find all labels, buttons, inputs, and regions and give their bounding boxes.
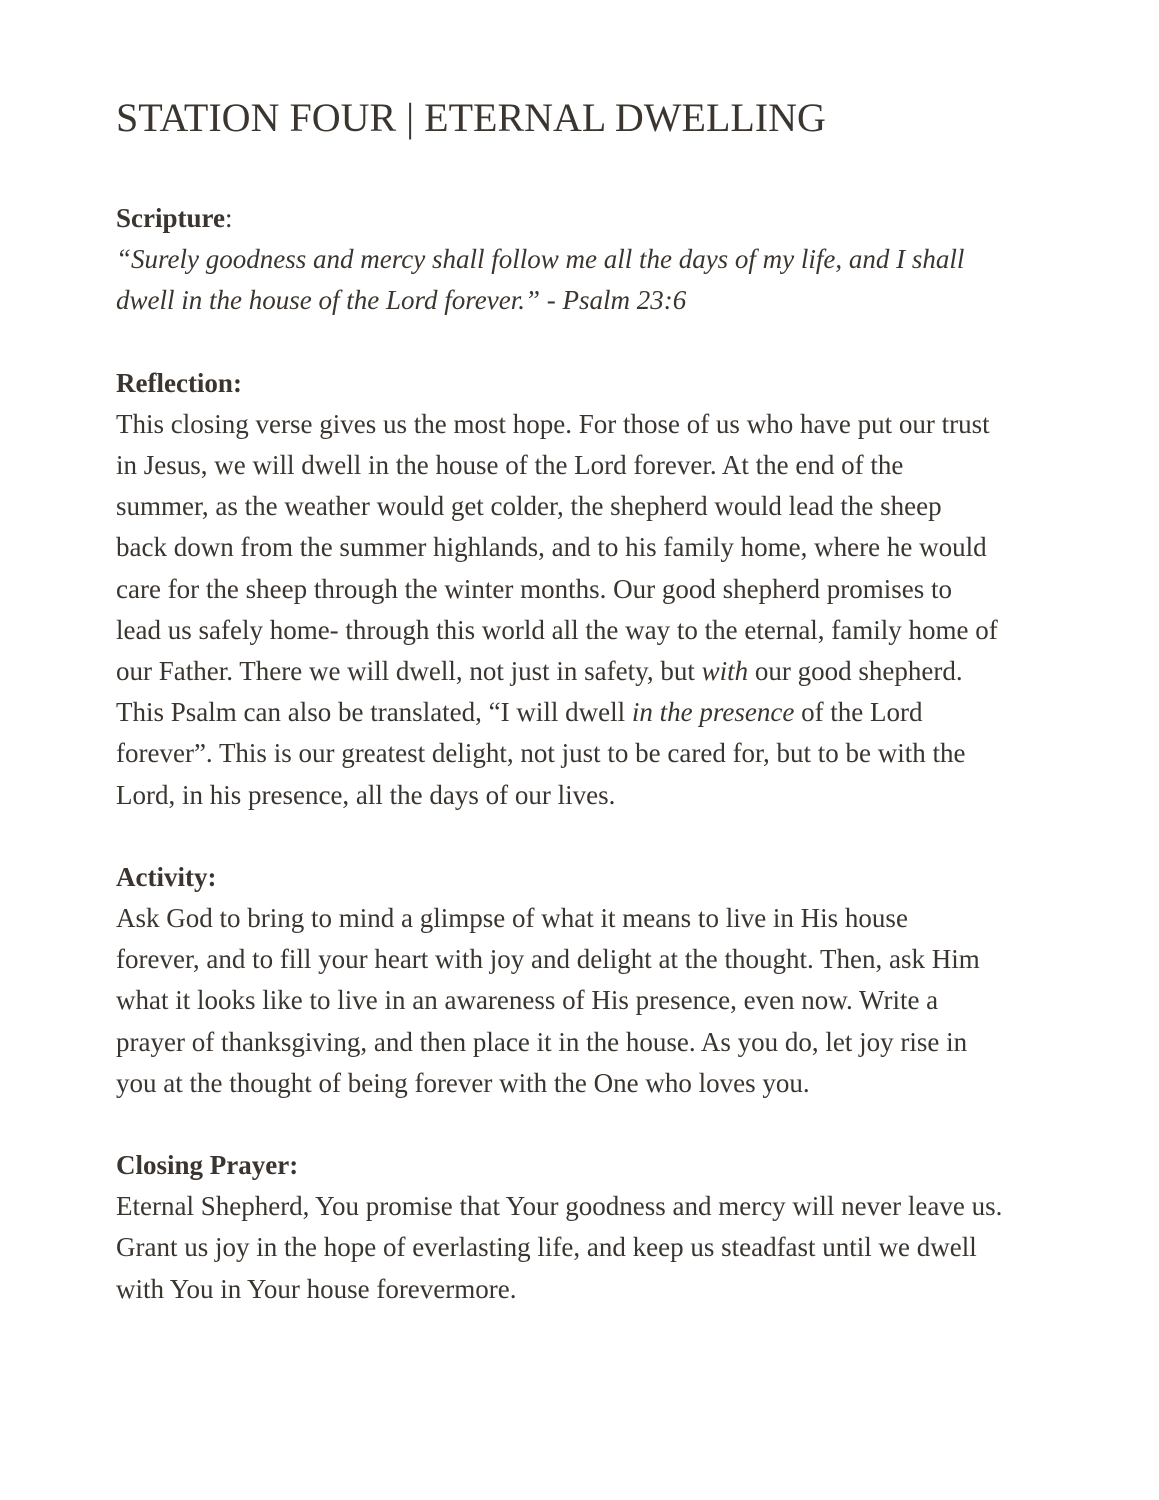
activity-section [116, 857, 1056, 1104]
reflection-line-part: This Psalm can also be translated, “I will dwell [116, 697, 632, 728]
reflection-line: This closing verse gives us the most hope. For those of us who have put our trust [116, 408, 990, 439]
reflection-line: back down from the summer highlands, and to his family home, where he would [116, 532, 987, 563]
activity-line: prayer of thanksgiving, and then place it in the house. As you do, let joy rise in [116, 1026, 968, 1057]
reflection-line-part: our Father. There we will dwell, not just in safety, but [116, 656, 702, 687]
scripture-quote-line: “Surely goodness and mercy shall follow me all the days of my life, and I shall [116, 244, 965, 275]
scripture-label [116, 198, 1056, 239]
reflection-text [116, 404, 1056, 816]
closing-prayer-text [116, 1186, 1056, 1310]
activity-line: forever, and to fill your heart with joy and delight at the thought. Then, ask Him [116, 944, 980, 975]
activity-text [116, 898, 1056, 1104]
reflection-line [116, 651, 1056, 692]
reflection-line [116, 692, 1056, 733]
activity-line: Ask God to bring to mind a glimpse of what it means to live in His house [116, 903, 908, 934]
reflection-line: summer, as the weather would get colder, the shepherd would lead the sheep [116, 491, 942, 522]
closing-prayer-line: Eternal Shepherd, You promise that Your goodness and mercy will never leave us. [116, 1191, 1003, 1222]
activity-line: what it looks like to live in an awareness of His presence, even now. Write a [116, 985, 939, 1016]
closing-prayer-label: Closing Prayer: [116, 1150, 299, 1181]
closing-prayer-section [116, 1145, 1056, 1310]
scripture-section [116, 198, 1056, 322]
closing-prayer-line: with You in Your house forevermore. [116, 1273, 517, 1304]
reflection-section [116, 363, 1056, 816]
activity-label: Activity: [116, 861, 217, 892]
reflection-label: Reflection: [116, 367, 242, 398]
scripture-quote [116, 239, 1056, 321]
reflection-emphasis-presence: in the presence [631, 697, 795, 728]
reflection-line: care for the sheep through the winter months. Our good shepherd promises to [116, 573, 953, 604]
activity-line: you at the thought of being forever with the One who loves you. [116, 1067, 810, 1098]
reflection-line-part: of the Lord [794, 697, 923, 728]
scripture-label-text: Scripture [116, 203, 225, 233]
reflection-line: Lord, in his presence, all the days of our lives. [116, 779, 616, 810]
document-page [116, 92, 1056, 1310]
scripture-quote-line: dwell in the house of the Lord forever.” - Psalm 23:6 [116, 285, 687, 316]
reflection-line: lead us safely home- through this world all the way to the eternal, family home of [116, 614, 998, 645]
reflection-emphasis-with: with [701, 656, 749, 687]
reflection-line: in Jesus, we will dwell in the house of the Lord forever. At the end of the [116, 450, 904, 481]
scripture-label-colon: : [225, 203, 233, 233]
reflection-line-part: our good shepherd. [748, 656, 963, 687]
reflection-line: forever”. This is our greatest delight, not just to be cared for, but to be with the [116, 738, 966, 769]
closing-prayer-line: Grant us joy in the hope of everlasting life, and keep us steadfast until we dwell [116, 1232, 977, 1263]
page-title: STATION FOUR | ETERNAL DWELLING [116, 95, 826, 140]
